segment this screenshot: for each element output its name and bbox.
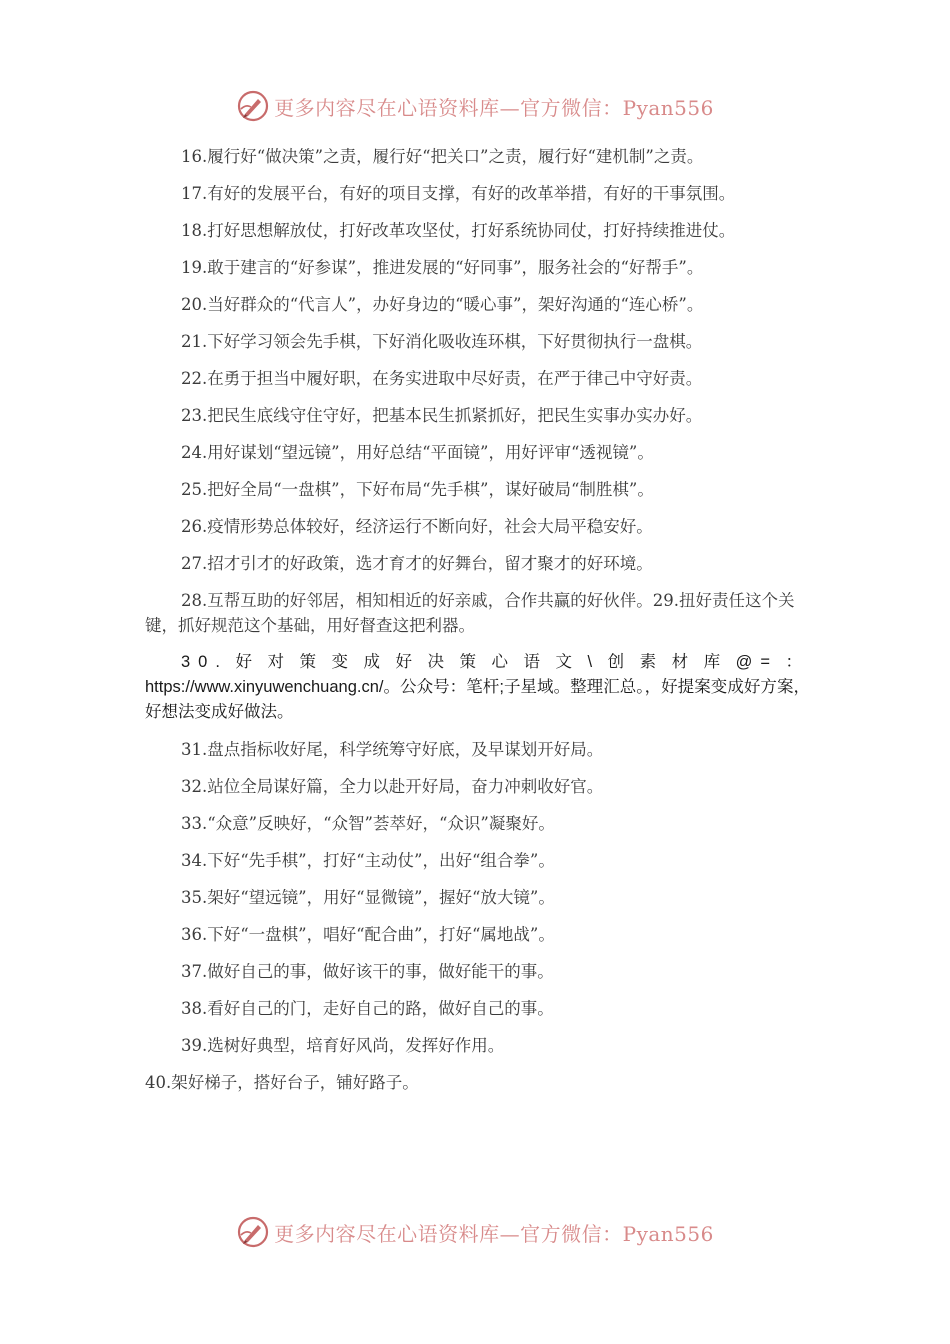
header-banner bbox=[0, 86, 950, 126]
list-item: 31.盘点指标收好尾，科学统筹守好底，及早谋划开好局。 bbox=[181, 740, 604, 759]
list-item: 19.敢于建言的“好参谋”，推进发展的“好同事”，服务社会的“好帮手”。 bbox=[181, 258, 704, 277]
list-item: 25.把好全局“一盘棋”，下好布局“先手棋”，谋好破局“制胜棋”。 bbox=[181, 480, 654, 499]
list-item: 21.下好学习领会先手棋，下好消化吸收连环棋，下好贯彻执行一盘棋。 bbox=[181, 332, 703, 351]
pen-logo-icon bbox=[236, 89, 270, 123]
header-text: 更多内容尽在心语资料库—官方微信：Pyan556 bbox=[274, 95, 714, 120]
list-item: 36.下好“一盘棋”，唱好“配合曲”，打好“属地战”。 bbox=[181, 925, 555, 944]
list-item: 28.互帮互助的好邻居，相知相近的好亲戚，合作共赢的好伙伴。29.扭好责任这个关键，抓好规范这个基础，用好督查这把利器。 bbox=[145, 591, 795, 635]
list-item: 26.疫情形势总体较好，经济运行不断向好，社会大局平稳安好。 bbox=[181, 517, 653, 536]
list-item: 18.打好思想解放仗，打好改革攻坚仗，打好系统协同仗，打好持续推进仗。 bbox=[181, 221, 736, 240]
list-item: 20.当好群众的“代言人”，办好身边的“暖心事”，架好沟通的“连心桥”。 bbox=[181, 295, 704, 314]
pen-logo-icon bbox=[236, 1215, 270, 1249]
footer-text: 更多内容尽在心语资料库—官方微信：Pyan556 bbox=[274, 1221, 714, 1246]
list-item: 17.有好的发展平台，有好的项目支撑，有好的改革举措，有好的干事氛围。 bbox=[181, 184, 736, 203]
list-item: 24.用好谋划“望远镜”，用好总结“平面镜”，用好评审“透视镜”。 bbox=[181, 443, 654, 462]
item-30-head: 30.好对策变成好决策心语文\创素材库@=： bbox=[181, 653, 810, 671]
list-item: 38.看好自己的门，走好自己的路，做好自己的事。 bbox=[181, 999, 554, 1018]
footer-banner bbox=[0, 1212, 950, 1252]
list-item: 33.“众意”反映好，“众智”荟萃好，“众识”凝聚好。 bbox=[181, 814, 555, 833]
list-item: 16.履行好“做决策”之责，履行好“把关口”之责，履行好“建机制”之责。 bbox=[181, 147, 704, 166]
list-item: 23.把民生底线守住守好，把基本民生抓紧抓好，把民生实事办实办好。 bbox=[181, 406, 703, 425]
list-item: 35.架好“望远镜”，用好“显微镜”，握好“放大镜”。 bbox=[181, 888, 555, 907]
list-item: 32.站位全局谋好篇，全力以赴开好局，奋力冲刺收好官。 bbox=[181, 777, 604, 796]
list-item: 34.下好“先手棋”，打好“主动仗”，出好“组合拳”。 bbox=[181, 851, 555, 870]
item-30-rest: https://www.xinyuwenchuang.cn/。公众号：笔杆;子星域。整理汇总。，好提案变成好方案，好想法变成好做法。 bbox=[145, 678, 810, 721]
list-item-30 bbox=[145, 650, 810, 725]
document-body bbox=[145, 144, 810, 1107]
list-item: 37.做好自己的事，做好该干的事，做好能干的事。 bbox=[181, 962, 554, 981]
list-item: 27.招才引才的好政策，选才育才的好舞台，留才聚才的好环境。 bbox=[181, 554, 653, 573]
list-item-40: 40.架好梯子，搭好台子，铺好路子。 bbox=[145, 1073, 419, 1092]
list-item: 22.在勇于担当中履好职，在务实进取中尽好责，在严于律己中守好责。 bbox=[181, 369, 703, 388]
list-item: 39.选树好典型，培育好风尚，发挥好作用。 bbox=[181, 1036, 505, 1055]
